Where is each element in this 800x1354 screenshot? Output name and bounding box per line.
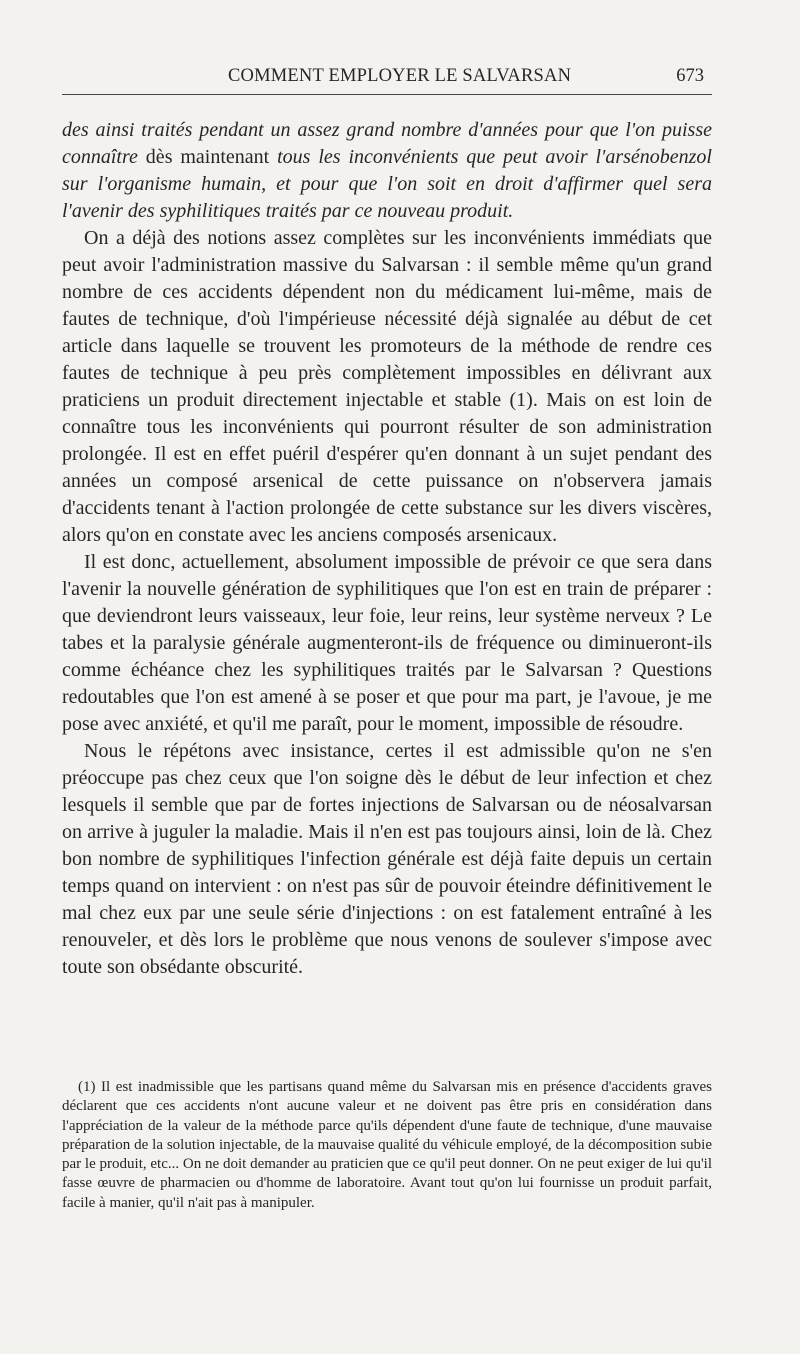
roman-text: dès maintenant	[137, 146, 278, 168]
paragraph: On a déjà des notions assez complètes sur les inconvénients immédiats que peut avoir l'administration massive du Salvarsan : il semble même qu'un grand nombre de ces accidents dépendent non du médicament lui-même, mais de fautes de technique, d'où l'impérieuse nécessité déjà signalée au début de cet article dans laquelle se trouvent les promoteurs de la méthode de rendre ces fautes de technique à peu près complètement impossibles en délivrant aux praticiens un produit directement injectable et stable (1). Mais on est loin de connaître tous les inconvénients qui pourront résulter de son administration prolongée. Il est en effet puéril d'espérer qu'en donnant à un sujet pendant des années un composé arsenical de cette puissance on n'observera jamais d'accidents tenant à l'action prolongée de cette substance sur les divers viscères, alors qu'on en constate avec les anciens composés arsenicaux.	[62, 227, 712, 546]
italic-text: des ainsi traités pendant un assez grand nombre d'années pour que l'on puisse connaître	[62, 119, 712, 168]
paragraph: Nous le répétons avec insistance, certes il est admissible qu'on ne s'en préoccupe pas chez ceux que l'on soigne dès le début de leur infection et chez lesquels il semble que par de fortes injections de Salvarsan ou de néosalvarsan on arrive à juguler la maladie. Mais il n'en est pas toujours ainsi, loin de là. Chez bon nombre de syphilitiques l'infection générale est déjà faite depuis un certain temps quand on intervient : on n'est pas sûr de pouvoir éteindre définitivement le mal chez eux par une seule série d'injections : on est fatalement entraîné à les renouveler, et dès lors le problème que nous venons de soulever s'impose avec toute son obsédante obscurité.	[62, 740, 712, 978]
paragraph: Il est donc, actuellement, absolument impossible de prévoir ce que sera dans l'avenir la nouvelle génération de syphilitiques que l'on est en train de préparer : que deviendront leurs vaisseaux, leur foie, leur reins, leur système nerveux ? Le tabes et la paralysie générale augmenteront-ils de fréquence ou diminueront-ils comme échéance chez les syphilitiques traités par le Salvarsan ? Questions redoutables que l'on est amené à se poser et que pour ma part, je l'avoue, je me pose avec anxiété, et qu'il me paraît, pour le moment, impossible de résoudre.	[62, 551, 712, 735]
running-header	[62, 66, 712, 95]
paragraph-continued	[62, 117, 712, 225]
page-number: 673	[676, 66, 704, 86]
body-text	[62, 117, 712, 981]
footnote-text: (1) Il est inadmissible que les partisans quand même du Salvarsan mis en présence d'accidents graves déclarent que ces accidents n'ont aucune valeur et ne doivent pas être pris en considération dans l'appréciation de la valeur de la méthode parce qu'ils dépendent d'une faute de technique, d'une mauvaise préparation de la solution injectable, de la mauvaise qualité du véhicule employé, de la décomposition subie par le produit, etc... On ne doit demander au praticien que ce qu'il peut donner. On ne peut exiger de lui qu'il fasse œuvre de pharmacien ou d'homme de laboratoire. Avant tout qu'on lui fournisse un produit parfait, facile à manier, qu'il n'ait pas à manipuler.	[62, 1079, 712, 1211]
italic-text: tous les inconvénients que peut avoir l'arsénobenzol sur l'organisme humain, et pour que l'on soit en droit d'affirmer quel sera l'avenir des syphilitiques traités par ce nouveau produit.	[62, 146, 712, 222]
running-title: COMMENT EMPLOYER LE SALVARSAN	[228, 66, 572, 86]
footnote	[62, 1078, 712, 1213]
